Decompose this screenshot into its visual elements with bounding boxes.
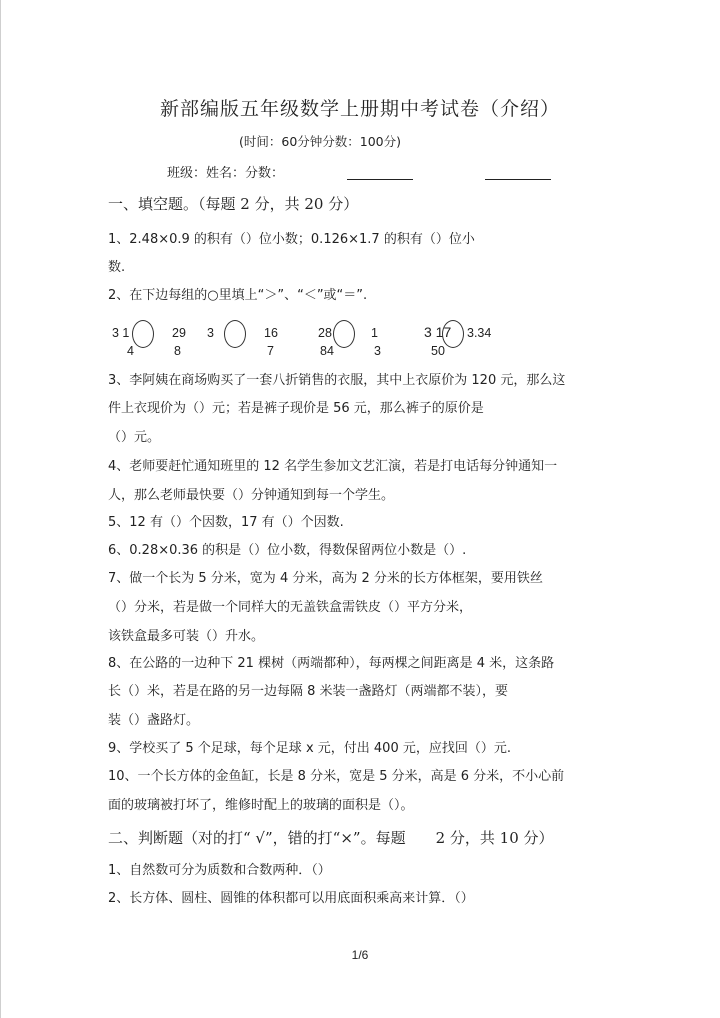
compare-circle-1: [132, 320, 154, 348]
compare-circle-2: [224, 320, 246, 348]
compare-circle-4: [442, 320, 464, 348]
question-8-line-1: 8、在公路的一边种下 21 棵树（两端都种），每两棵之间距离是 4 米，这条路: [108, 656, 555, 671]
judgement-2-line: 2、长方体、圆柱、圆锥的体积都可以用底面积乘高来计算．（）: [108, 891, 474, 906]
question-10-line-1: 10、一个长方体的金鱼缸，长是 8 分米，宽是 5 分米，高是 6 分米，不小心前: [108, 769, 565, 784]
compare-3-right-top: 1: [371, 326, 378, 340]
question-10-line-2: 面的玻璃被打坏了，维修时配上的玻璃的面积是（）。: [108, 798, 414, 813]
question-8-line-3: 装（）盏路灯。: [108, 713, 200, 728]
compare-1-left-bottom: 4: [127, 344, 134, 358]
question-9-line: 9、学校买了 5 个足球，每个足球 x 元，付出 400 元，应找回（）元.: [108, 741, 511, 756]
question-7-line-1: 7、做一个长为 5 分米，宽为 4 分米，高为 2 分米的长方体框架，要用铁丝: [108, 571, 543, 586]
question-3-line-1: 3、李阿姨在商场购买了一套八折销售的衣服，其中上衣原价为 120 元，那么这: [108, 373, 566, 388]
page-border: [0, 0, 1, 1018]
question-6-line: 6、0.28×0.36 的积是（）位小数，得数保留两位小数是（）.: [108, 543, 467, 558]
compare-4-left-bottom: 50: [431, 344, 445, 358]
compare-3-right-bottom: 3: [374, 344, 381, 358]
question-7-line-3: 该铁盒最多可装（）升水。: [108, 629, 265, 644]
blank-underline-1: [347, 179, 413, 180]
page-number: 1/6: [351, 948, 369, 962]
question-3-line-2: 件上衣现价为（）元；若是裤子现价是 56 元，那么裤子的原价是: [108, 401, 484, 416]
question-1-line-1: 1、2.48×0.9 的积有（）位小数；0.126×1.7 的积有（）位小: [108, 232, 475, 247]
compare-1-left-top: 3 1: [112, 326, 130, 340]
section-1-heading: 一、填空题。（每题 2 分，共 20 分）: [108, 195, 359, 213]
question-5-line: 5、12 有（）个因数，17 有（）个因数.: [108, 515, 344, 530]
question-8-line-2: 长（）米，若是在路的另一边每隔 8 米装一盏路灯（两端都不装），要: [108, 684, 509, 699]
question-2-line: 2、在下边每组的○里填上“＞”、“＜”或“＝”.: [108, 288, 368, 303]
compare-4-left-top: 3 17: [424, 324, 452, 340]
question-4-line-2: 人，那么老师最快要（）分钟通知到每一个学生。: [108, 488, 395, 503]
blank-underline-2: [485, 179, 551, 180]
question-1-line-2: 数.: [108, 260, 126, 275]
compare-1-right-bottom: 8: [174, 344, 181, 358]
page-title: 新部编版五年级数学上册期中考试卷（介绍）: [159, 98, 560, 120]
compare-2-right-top: 16: [264, 326, 278, 340]
compare-circle-3: [333, 320, 355, 348]
exam-info: (时间：60分钟分数：100分): [238, 134, 402, 149]
judgement-1-line: 1、自然数可分为质数和合数两种．（）: [108, 863, 331, 878]
question-4-line-1: 4、老师要赶忙通知班里的 12 名学生参加文艺汇演，若是打电话每分钟通知一: [108, 459, 558, 474]
compare-3-left-top: 28: [318, 326, 332, 340]
compare-2-right-bottom: 7: [267, 344, 274, 358]
question-3-line-3: （）元。: [108, 430, 161, 445]
question-7-line-2: （）分米，若是做一个同样大的无盖铁盒需铁皮（）平方分米，: [108, 600, 473, 615]
class-name-score-line: 班级：姓名：分数：: [167, 166, 285, 181]
section-2-heading: 二、判断题（对的打“ √”，错的打“×”。每题 2 分，共 10 分）: [108, 829, 554, 847]
compare-3-left-bottom: 84: [320, 344, 334, 358]
compare-2-left-top: 3: [207, 326, 214, 340]
compare-4-right-top: 3.34: [467, 326, 492, 340]
compare-1-right-top: 29: [172, 326, 186, 340]
